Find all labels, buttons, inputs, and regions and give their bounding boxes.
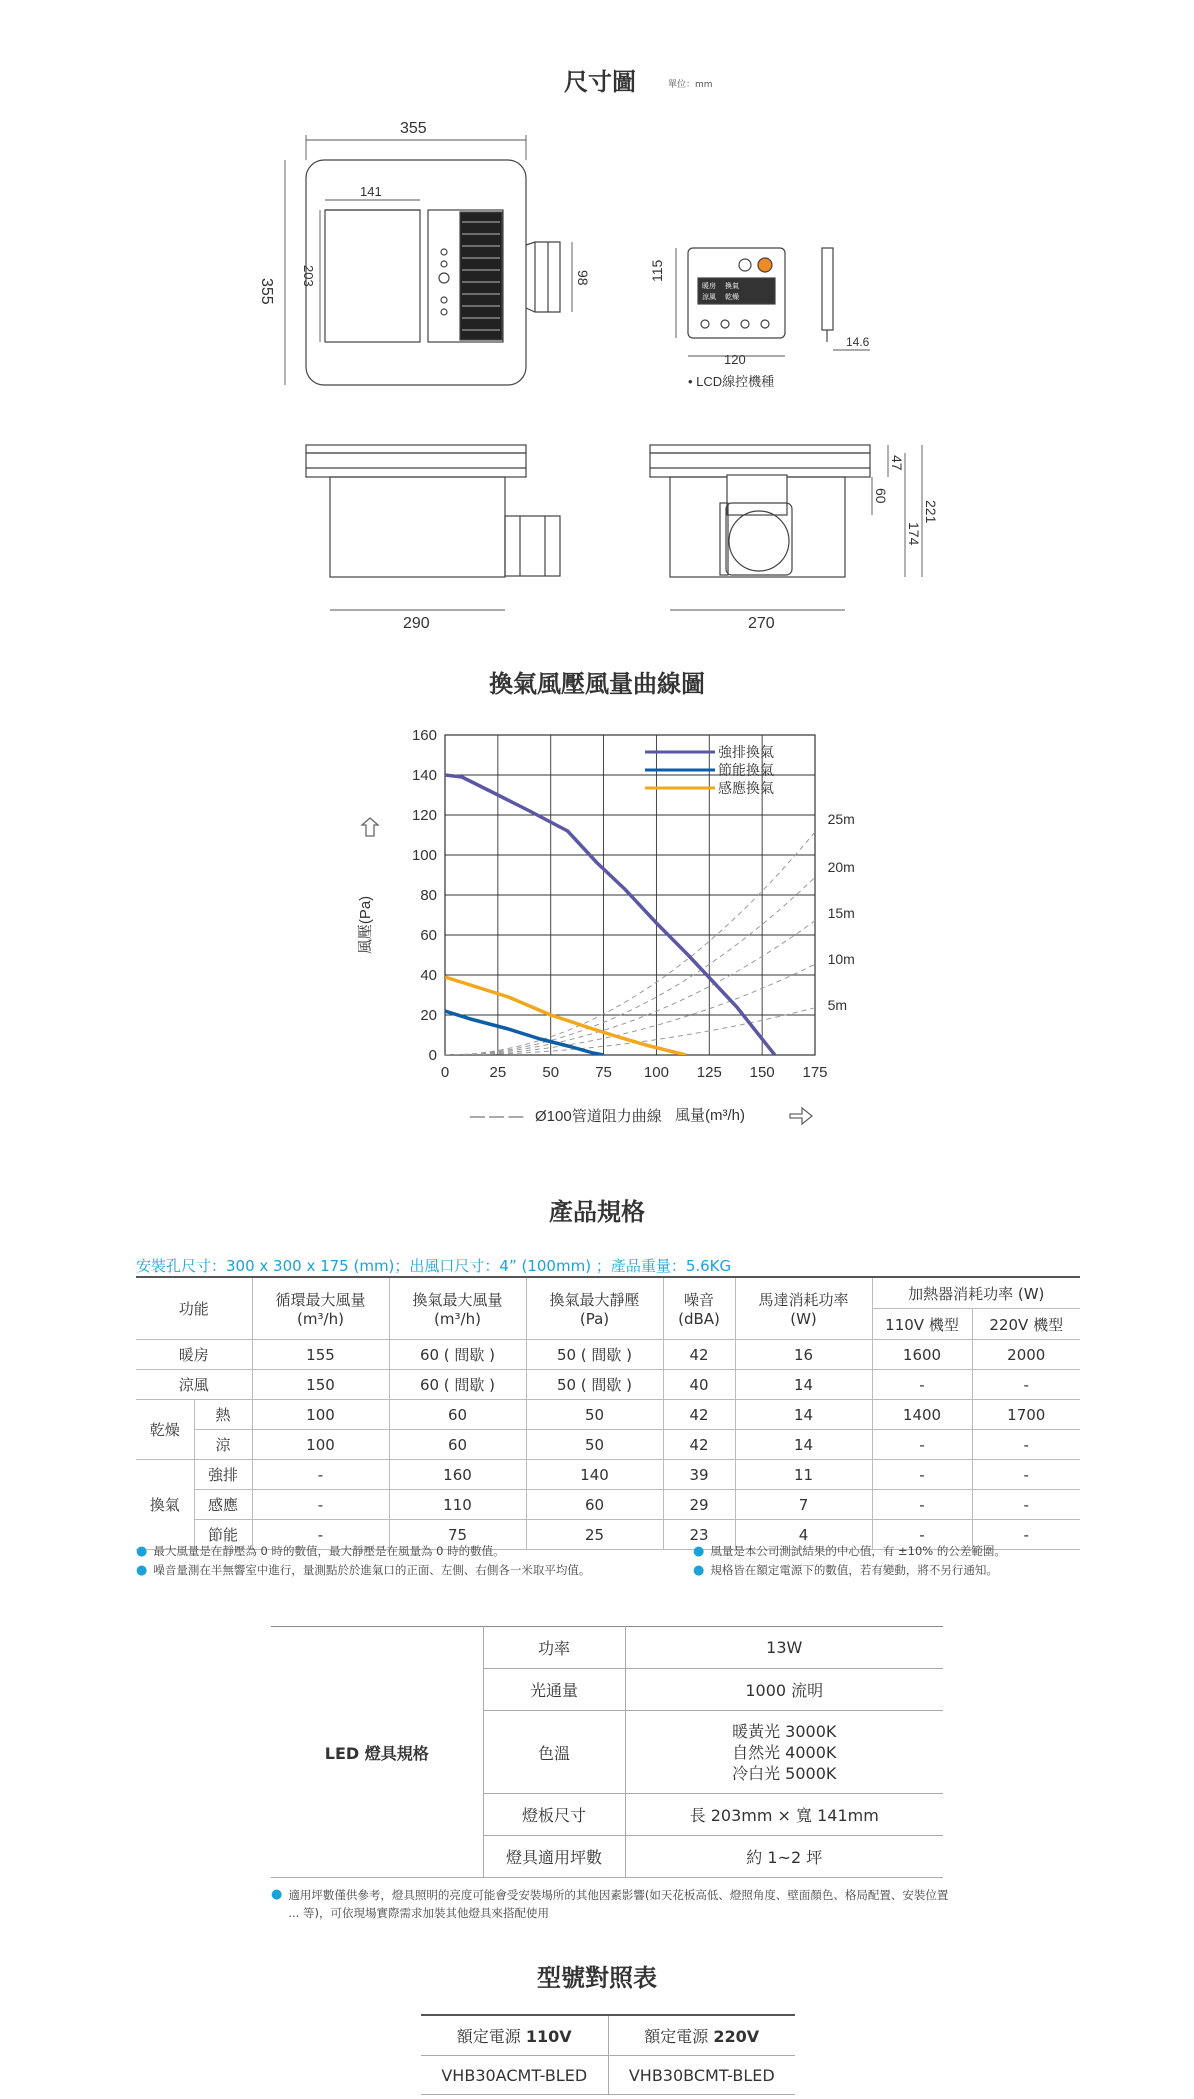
series-line: [445, 977, 686, 1055]
spec-cell: 50 ( 間歇 ): [526, 1340, 663, 1370]
led-row-value: 13W: [625, 1627, 943, 1669]
spec-subfunc: 節能: [194, 1520, 252, 1550]
spec-cell: 60: [389, 1430, 526, 1460]
led-row-name: 功率: [483, 1627, 625, 1669]
dim-front-width: 270: [748, 615, 775, 632]
resistance-curve: [445, 819, 826, 1055]
spec-cell: -: [972, 1370, 1080, 1400]
y-tick-label: 140: [411, 767, 437, 784]
y-tick-label: 40: [420, 967, 437, 984]
spec-cell: 1700: [972, 1400, 1080, 1430]
model-110: VHB30ACMT-BLED: [421, 2056, 608, 2095]
spec-subfunc: 感應: [194, 1490, 252, 1520]
x-tick-label: 125: [696, 1064, 722, 1081]
th-noise: 噪音 (dBA): [663, 1277, 735, 1340]
chart-ylabel: 風壓(Pa): [357, 895, 374, 955]
dim-47: 47: [889, 455, 905, 471]
spec-cell: 11: [735, 1460, 872, 1490]
spec-cell: 7: [735, 1490, 872, 1520]
spec-cell: 60: [526, 1490, 663, 1520]
dim-221: 221: [923, 500, 939, 524]
spec-cell: 14: [735, 1400, 872, 1430]
spec-cell: 50: [526, 1430, 663, 1460]
spec-group: 換氣: [136, 1460, 194, 1550]
arrow-right-icon: [790, 1108, 812, 1124]
spec-cell: 155: [252, 1340, 389, 1370]
chart-annotation-dash: — — —: [470, 1108, 524, 1125]
spec-cell: 14: [735, 1370, 872, 1400]
dim-duct-height: 98: [575, 270, 591, 286]
spec-cell: 1600: [872, 1340, 972, 1370]
resistance-curve: [445, 913, 826, 1055]
th-model-220: 額定電源 220V: [608, 2015, 795, 2056]
curve-title: 換氣風壓風量曲線圖: [489, 670, 705, 698]
spec-cell: 50: [526, 1400, 663, 1430]
x-tick-label: 150: [749, 1064, 775, 1081]
th-220v: 220V 機型: [972, 1309, 1080, 1340]
spec-notes-left: [136, 1542, 676, 1580]
dim-174: 174: [906, 522, 922, 546]
spec-row: [136, 1430, 1080, 1460]
th-function: 功能: [136, 1277, 252, 1340]
dim-light-width: 141: [360, 184, 382, 199]
spec-row: [136, 1400, 1080, 1430]
spec-subfunc: 強排: [194, 1460, 252, 1490]
spec-row: [136, 1460, 1080, 1490]
dim-ctrl-depth: 14.6: [846, 335, 870, 349]
y-tick-label: 100: [411, 847, 437, 864]
spec-cell: 60 ( 間歇 ): [389, 1340, 526, 1370]
led-row-value: 暖黃光 3000K 自然光 4000K 冷白光 5000K: [625, 1711, 943, 1794]
spec-cell: 42: [663, 1340, 735, 1370]
spec-cell: 75: [389, 1520, 526, 1550]
spec-cell: 40: [663, 1370, 735, 1400]
y-tick-label: 20: [420, 1007, 437, 1024]
led-row-name: 燈具適用坪數: [483, 1836, 625, 1878]
model-table: [421, 2014, 795, 2095]
led-table: [271, 1626, 943, 1878]
x-tick-label: 100: [643, 1064, 669, 1081]
spec-subfunc: 涼: [194, 1430, 252, 1460]
led-row-name: 光通量: [483, 1669, 625, 1711]
spec-cell: 1400: [872, 1400, 972, 1430]
note-item: ● 規格皆在額定電源下的數值，若有變動，將不另行通知。: [693, 1563, 998, 1578]
note-item: ● 風量是本公司測試結果的中心值，有 ±10% 的公差範圍。: [693, 1544, 1006, 1559]
spec-cell: 16: [735, 1340, 872, 1370]
spec-cell: 110: [389, 1490, 526, 1520]
spec-table: [136, 1276, 1080, 1550]
spec-subfunc: 熱: [194, 1400, 252, 1430]
spec-cell: 29: [663, 1490, 735, 1520]
spec-func: 暖房: [136, 1340, 252, 1370]
series-line: [445, 1011, 604, 1055]
spec-title: 產品規格: [549, 1198, 645, 1226]
arrow-up-icon: [362, 818, 378, 836]
model-220: VHB30BCMT-BLED: [608, 2056, 795, 2095]
lcd-label-vent: 換氣: [725, 283, 739, 290]
dim-side-height: 355: [258, 278, 275, 305]
spec-cell: 2000: [972, 1340, 1080, 1370]
lcd-label-dry: 乾燥: [725, 294, 739, 301]
series-line: [445, 775, 775, 1055]
spec-cell: 39: [663, 1460, 735, 1490]
legend-label: 感應換氣: [718, 780, 774, 796]
dim-ctrl-width: 120: [724, 352, 746, 367]
note-item: ● 噪音量測在半無響室中進行，量測點於於進氣口的正面、左側、右側各一米取平均值。: [136, 1563, 591, 1578]
spec-info: 安裝孔尺寸：300 x 300 x 175 (mm)；出風口尺寸：4” (100mm) ；產品重量：5.6KG: [136, 1257, 732, 1275]
spec-cell: -: [872, 1490, 972, 1520]
led-row-value: 1000 流明: [625, 1669, 943, 1711]
spec-row: [136, 1490, 1080, 1520]
led-row-value: 約 1~2 坪: [625, 1836, 943, 1878]
y-tick-label: 120: [411, 807, 437, 824]
x-tick-label: 75: [595, 1064, 612, 1081]
spec-cell: 60 ( 間歇 ): [389, 1370, 526, 1400]
controller-caption: • LCD線控機種: [688, 374, 775, 389]
spec-cell: 150: [252, 1370, 389, 1400]
led-label: LED 燈具規格: [271, 1627, 483, 1878]
spec-cell: -: [972, 1460, 1080, 1490]
dimension-title: 尺寸圖: [564, 68, 636, 96]
spec-cell: -: [252, 1460, 389, 1490]
th-circ: 循環最大風量 (m³/h): [252, 1277, 389, 1340]
spec-cell: 50 ( 間歇 ): [526, 1370, 663, 1400]
spec-cell: 4: [735, 1520, 872, 1550]
spec-row: [136, 1370, 1080, 1400]
spec-group: 乾燥: [136, 1400, 194, 1460]
spec-cell: -: [872, 1370, 972, 1400]
chart-xlabel: 風量(m³/h): [675, 1107, 745, 1124]
spec-cell: 140: [526, 1460, 663, 1490]
spec-cell: -: [972, 1430, 1080, 1460]
dimension-drawing: [0, 0, 1194, 640]
chart-annotation: Ø100管道阻力曲線: [535, 1108, 662, 1125]
x-tick-label: 175: [802, 1064, 828, 1081]
x-tick-label: 0: [440, 1064, 450, 1081]
spec-cell: 25: [526, 1520, 663, 1550]
th-heater: 加熱器消耗功率 (W): [872, 1277, 1080, 1309]
led-row-name: 色溫: [483, 1711, 625, 1794]
dim-60: 60: [873, 488, 889, 504]
th-110v: 110V 機型: [872, 1309, 972, 1340]
spec-cell: -: [972, 1490, 1080, 1520]
y-tick-label: 160: [411, 727, 437, 744]
legend-label: 節能換氣: [718, 762, 774, 778]
spec-cell: -: [972, 1520, 1080, 1550]
note-item: ● 最大風量是在靜壓為 0 時的數值，最大靜壓是在風量為 0 時的數值。: [136, 1544, 505, 1559]
th-motor: 馬達消耗功率 (W): [735, 1277, 872, 1340]
spec-cell: 100: [252, 1400, 389, 1430]
resistance-label: 15m: [827, 905, 855, 921]
spec-row: [136, 1340, 1080, 1370]
model-title: 型號對照表: [537, 1964, 657, 1992]
spec-func: 涼風: [136, 1370, 252, 1400]
dimension-unit: 單位：mm: [668, 80, 713, 90]
spec-cell: 14: [735, 1430, 872, 1460]
th-vent: 換氣最大風量 (m³/h): [389, 1277, 526, 1340]
led-row-value: 長 203mm × 寬 141mm: [625, 1794, 943, 1836]
dim-side-length: 290: [403, 615, 430, 632]
dim-top-width: 355: [400, 120, 427, 137]
spec-cell: -: [872, 1460, 972, 1490]
th-model-110: 額定電源 110V: [421, 2015, 608, 2056]
x-tick-label: 50: [542, 1064, 560, 1081]
spec-cell: 23: [663, 1520, 735, 1550]
spec-cell: 100: [252, 1430, 389, 1460]
led-note: ● 適用坪數僅供參考，燈具照明的亮度可能會受安裝場所的其他因素影響(如天花板高低、燈照角度、壁面顏色、格局配置、安裝位置 ... 等)，可依現場實際需求加裝其他燈具來搭配使用: [271, 1887, 949, 1920]
y-tick-label: 60: [420, 927, 437, 944]
x-tick-label: 25: [489, 1064, 507, 1081]
y-tick-label: 80: [420, 887, 437, 904]
dim-ctrl-height: 115: [649, 259, 665, 282]
y-tick-label: 0: [428, 1047, 437, 1064]
spec-cell: 42: [663, 1430, 735, 1460]
th-static: 換氣最大靜壓 (Pa): [526, 1277, 663, 1340]
spec-cell: -: [872, 1430, 972, 1460]
dim-light-height: 203: [301, 265, 316, 287]
spec-cell: -: [252, 1520, 389, 1550]
lcd-label-heat: 暖房: [702, 283, 716, 290]
spec-cell: -: [872, 1520, 972, 1550]
lcd-label-cool: 涼風: [702, 294, 716, 301]
resistance-label: 25m: [827, 811, 855, 827]
resistance-label: 5m: [827, 997, 848, 1013]
spec-notes-right: [693, 1542, 1093, 1580]
spec-cell: 42: [663, 1400, 735, 1430]
legend-label: 強排換氣: [718, 744, 774, 760]
curve-chart: [340, 700, 880, 1140]
spec-cell: -: [252, 1490, 389, 1520]
spec-cell: 60: [389, 1400, 526, 1430]
resistance-label: 10m: [827, 951, 855, 967]
led-row-name: 燈板尺寸: [483, 1794, 625, 1836]
spec-cell: 160: [389, 1460, 526, 1490]
resistance-label: 20m: [827, 859, 855, 875]
